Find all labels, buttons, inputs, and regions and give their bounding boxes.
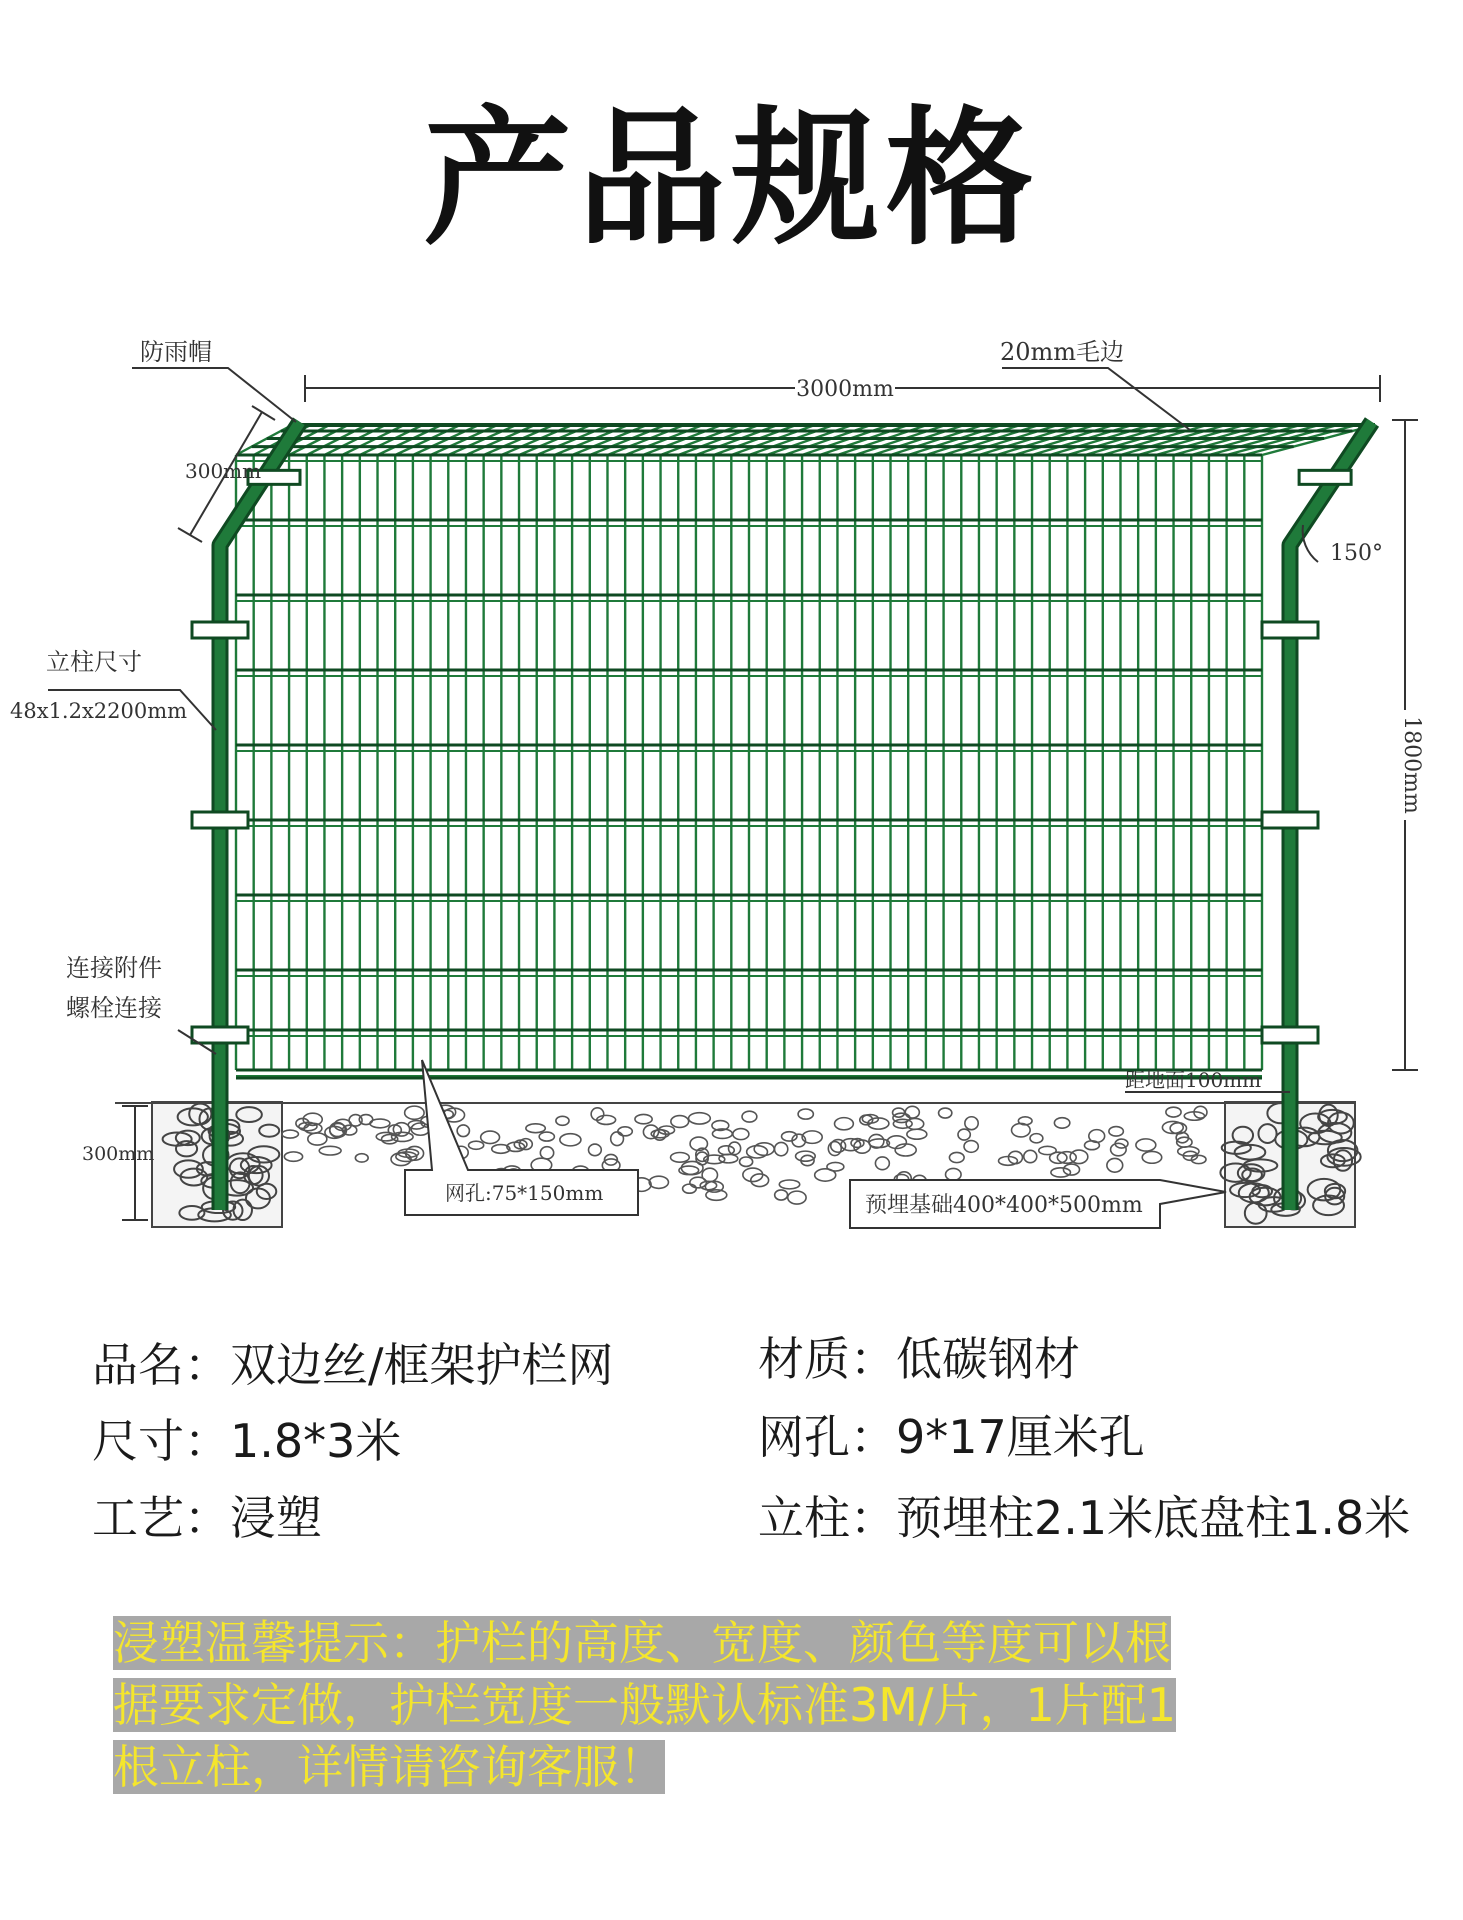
spec-size [92, 1414, 402, 1468]
gravel-stone [747, 1146, 768, 1158]
fence-mesh-panel [236, 425, 1375, 1078]
mesh-hole-label: 网孔:75*150mm [445, 1181, 604, 1205]
ground-gap-label: 距地面100mm [1125, 1068, 1262, 1092]
gravel-stone [560, 1134, 581, 1146]
gravel-stone [875, 1157, 889, 1170]
gravel-stone [1107, 1158, 1123, 1172]
gravel-stone [905, 1106, 919, 1118]
gravel-stone [1063, 1164, 1079, 1175]
gravel-stone [391, 1153, 411, 1166]
gravel-stone [1142, 1151, 1161, 1163]
gravel-stone [481, 1131, 500, 1143]
gravel-stone [893, 1119, 912, 1128]
gravel-stone [798, 1109, 813, 1119]
gravel-stone [469, 1141, 484, 1149]
bend-length-label: 300mm [185, 459, 262, 483]
bolt-clamp [1262, 622, 1318, 638]
gravel-stone [1166, 1107, 1181, 1117]
gravel-stone [671, 1116, 689, 1128]
gravel-stone [370, 1119, 390, 1128]
gravel-stone [719, 1154, 738, 1163]
spec-value: 9*17厘米孔 [896, 1410, 1145, 1464]
connector-label-1: 连接附件 [66, 954, 162, 982]
spec-separator: ： [850, 1410, 896, 1464]
spec-separator: ： [850, 1332, 896, 1386]
gravel-stone [282, 1130, 299, 1138]
gravel-stone [754, 1143, 774, 1156]
gravel-stone [949, 1152, 964, 1162]
connector-label-2: 螺栓连接 [66, 994, 162, 1022]
spec-separator: ： [184, 1491, 230, 1545]
foundation-label: 预埋基础400*400*500mm [865, 1193, 1143, 1218]
gravel-stone [1109, 1127, 1123, 1136]
gravel-stone [540, 1147, 553, 1159]
gravel-stone [319, 1146, 341, 1155]
spec-value: 低碳钢材 [896, 1332, 1080, 1386]
gravel-stone [681, 1161, 703, 1174]
gravel-stone [965, 1117, 978, 1130]
spec-value: 浸塑 [230, 1491, 322, 1545]
gravel-stone [815, 1169, 836, 1181]
spec-value: 双边丝/框架护栏网 [230, 1338, 614, 1392]
spec-separator: ： [184, 1414, 230, 1468]
post-title-label: 立柱尺寸 [46, 648, 142, 676]
gravel-stone [788, 1191, 806, 1204]
gravel-stone [1039, 1146, 1056, 1154]
spec-label: 立柱 [758, 1491, 850, 1545]
foundation-depth-label: 300mm [82, 1143, 155, 1165]
gravel-stone [589, 1144, 602, 1156]
gravel-stone [907, 1129, 927, 1139]
spec-label: 品名 [92, 1338, 184, 1392]
tips-line-1: 浸塑温馨提示：护栏的高度、宽度、颜色等度可以根 [113, 1616, 1171, 1670]
bend-tick-top [252, 406, 275, 420]
gravel-stone [835, 1118, 854, 1130]
spec-value: 预埋柱2.1米底盘柱1.8米 [896, 1491, 1411, 1545]
gravel-stone [1030, 1134, 1043, 1143]
spec-separator: ： [184, 1338, 230, 1392]
spec-value: 1.8*3米 [230, 1414, 402, 1468]
gravel-stone [671, 1152, 690, 1162]
bolt-clamp [1262, 812, 1318, 828]
gravel-stone [733, 1129, 749, 1140]
gravel-stone [939, 1108, 952, 1118]
gravel-stone [775, 1190, 788, 1200]
rain-cap-label: 防雨帽 [140, 338, 212, 366]
gravel-stone [743, 1168, 763, 1181]
gravel-stone [649, 1176, 668, 1188]
gravel-stone [1054, 1118, 1069, 1129]
gravel-stone [964, 1141, 978, 1153]
gravel-stone [284, 1152, 302, 1161]
spec-post [758, 1491, 1411, 1545]
flange-leader [1002, 368, 1190, 430]
bolt-clamp [192, 622, 248, 638]
gravel-stone [702, 1168, 717, 1182]
gravel-stone [611, 1132, 624, 1146]
bolt-clamp [192, 1027, 248, 1043]
gravel-stone [779, 1180, 799, 1189]
spec-process [92, 1491, 322, 1545]
spec-material [758, 1332, 1080, 1386]
tips-note [113, 1612, 1243, 1798]
spec-label: 尺寸 [92, 1414, 184, 1468]
height-label: 1800mm [1399, 716, 1424, 814]
gravel-stone [526, 1124, 545, 1133]
post-size-label: 48x1.2x2200mm [10, 699, 188, 723]
tips-line-2: 据要求定做，护栏宽度一般默认标准3M/片，1片配1 [113, 1678, 1176, 1732]
gravel-stone [618, 1127, 632, 1136]
width-label: 3000mm [796, 377, 894, 402]
gravel-stone [635, 1114, 652, 1123]
spec-label: 工艺 [92, 1491, 184, 1545]
gravel-stone [958, 1129, 970, 1140]
spec-label: 网孔 [758, 1410, 850, 1464]
gravel-stone [539, 1132, 554, 1141]
bolt-clamp [1299, 470, 1351, 484]
page-title: 产品规格 [423, 93, 1040, 265]
spec-product-name [92, 1338, 614, 1392]
gravel-stone [696, 1152, 708, 1165]
gravel-stone [457, 1125, 469, 1137]
gravel-stone [946, 1168, 962, 1180]
gravel-stone [740, 1157, 753, 1166]
gravel-stone [1136, 1139, 1156, 1151]
spec-label: 材质 [758, 1332, 850, 1386]
gravel-stone [556, 1116, 569, 1125]
gravel-stone [1012, 1123, 1031, 1137]
flange-label: 20mm毛边 [1000, 338, 1125, 366]
gravel-stone [742, 1111, 757, 1122]
gravel-stone [1084, 1141, 1099, 1150]
bolt-clamp [192, 812, 248, 828]
bend-tick-bottom [178, 528, 202, 542]
gravel-stone [376, 1132, 396, 1140]
bolt-clamp [1262, 1027, 1318, 1043]
gravel-stone [405, 1106, 424, 1119]
gravel-stone [1111, 1143, 1127, 1155]
spec-mesh-hole [758, 1410, 1145, 1464]
gravel-stone [355, 1154, 368, 1162]
angle-label: 150° [1330, 541, 1383, 566]
gravel-stone [828, 1142, 841, 1156]
tips-line-3: 根立柱，详情请咨询客服！ [113, 1740, 665, 1794]
gravel-stone [308, 1133, 327, 1145]
gravel-stone [689, 1113, 711, 1124]
gravel-stone [718, 1146, 734, 1155]
gravel-stone [683, 1184, 697, 1193]
rain-cap-leader [132, 368, 296, 422]
gravel-ground [163, 1103, 1361, 1224]
gravel-stone [1024, 1150, 1037, 1162]
gravel-stone [1051, 1168, 1071, 1177]
fence-diagram [0, 330, 1463, 1260]
spec-separator: ： [850, 1491, 896, 1545]
gravel-stone [729, 1142, 741, 1155]
gravel-stone [775, 1142, 788, 1155]
